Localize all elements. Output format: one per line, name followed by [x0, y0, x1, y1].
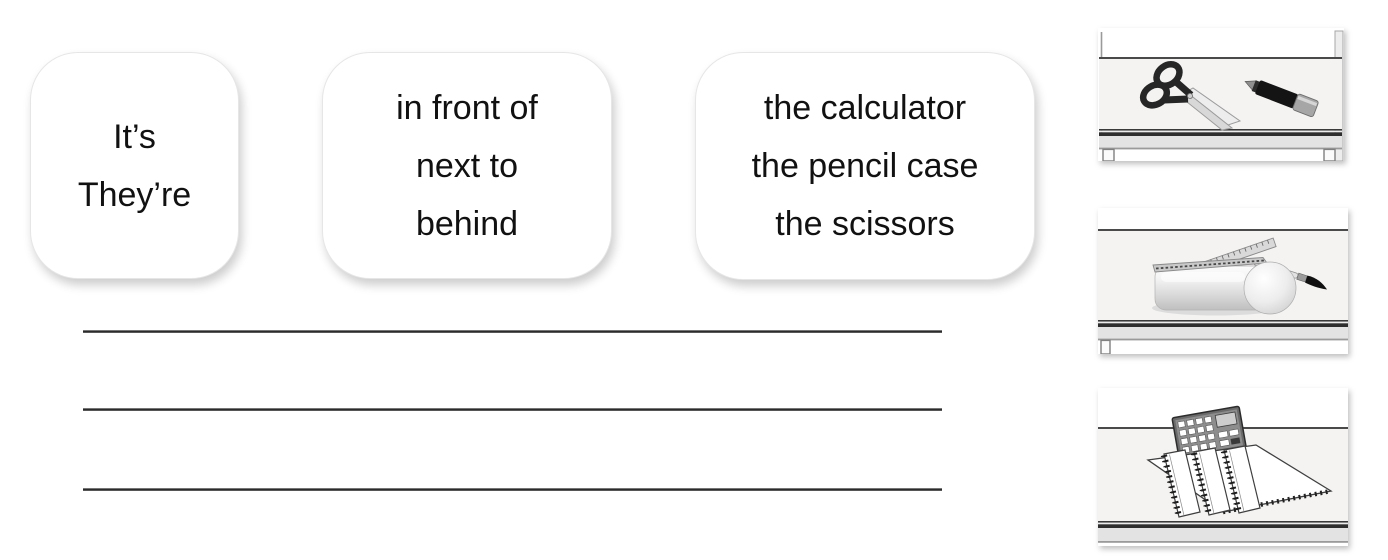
word-option: the pencil case: [751, 147, 979, 185]
word-box-object: [695, 52, 1035, 280]
picture-calculator-and-notebooks: [1098, 388, 1348, 546]
picture-scissors-and-marker: [1098, 28, 1348, 161]
answer-line-3[interactable]: [83, 488, 942, 491]
answer-line-2[interactable]: [83, 408, 942, 411]
word-option: the scissors: [775, 205, 955, 243]
word-option: the calculator: [763, 89, 967, 127]
word-option: It’s: [113, 117, 156, 156]
answer-line-1[interactable]: [83, 330, 942, 333]
word-option: They’re: [77, 175, 192, 214]
word-box-subject: [30, 52, 239, 279]
pencil-case-icon: [1153, 258, 1296, 315]
word-option: next to: [415, 146, 519, 185]
word-box-preposition: [322, 52, 612, 279]
word-option: behind: [415, 204, 519, 243]
word-option: in front of: [396, 88, 538, 127]
picture-pencil-case: [1098, 208, 1348, 354]
